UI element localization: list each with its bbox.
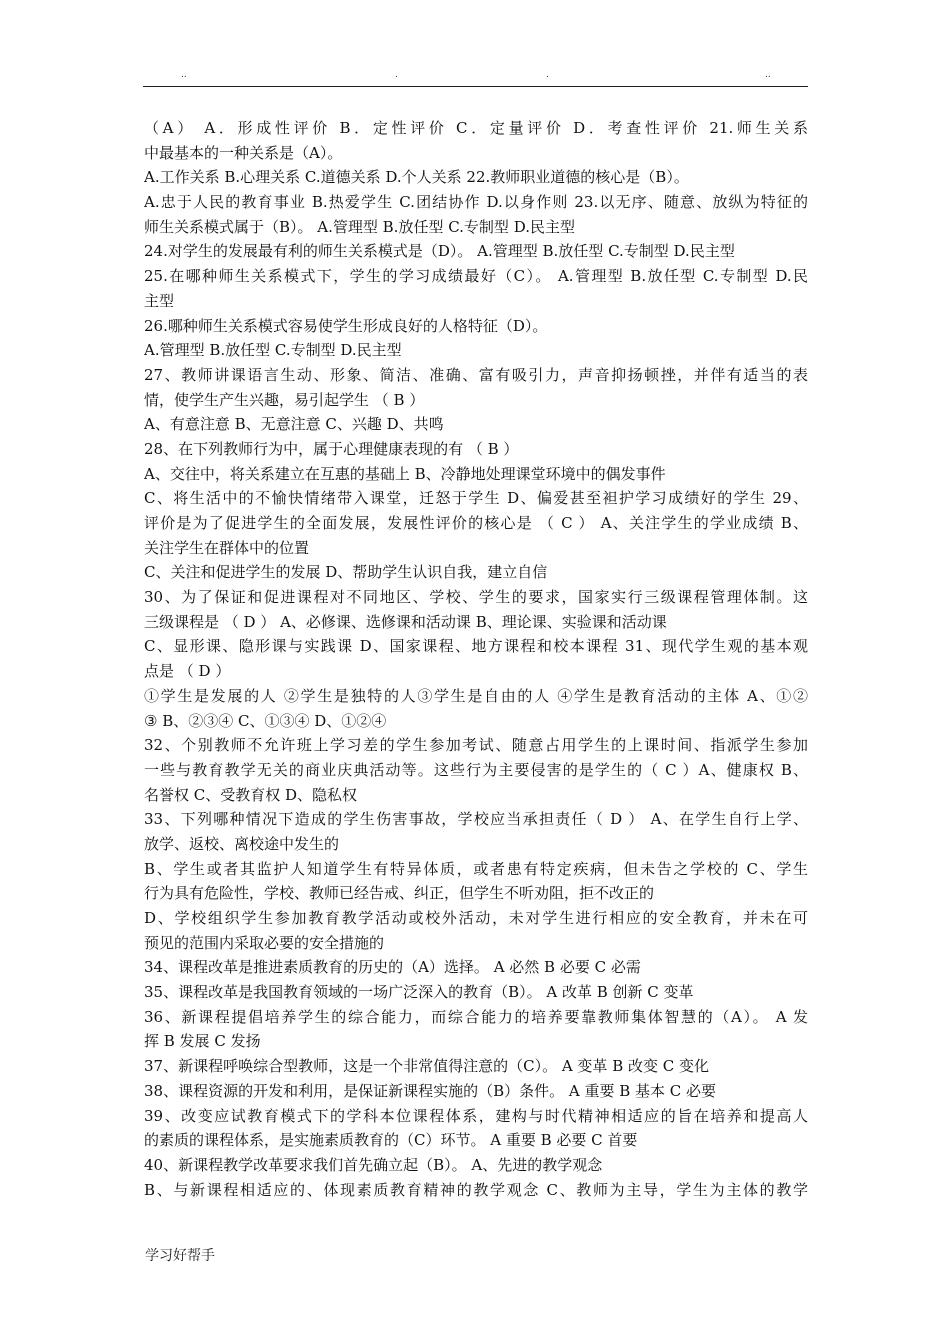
- text-line: 38、课程资源的开发和利用，是保证新课程实施的（B）条件。 A 重要 B 基本 C 必要: [144, 1081, 717, 1100]
- text-line: A.工作关系 B.心理关系 C.道德关系 D.个人关系 22.教师职业道德的核心是（B）。: [144, 168, 689, 187]
- text-line: 28、在下列教师行为中，属于心理健康表现的有 （ B ）: [144, 439, 519, 458]
- document-body: [144, 116, 808, 1202]
- text-line: 预见的范围内采取必要的安全措施的: [144, 933, 385, 952]
- text-line: A、有意注意 B、无意注意 C、兴趣 D、共鸣: [144, 415, 444, 434]
- text-line: 情，使学生产生兴趣，易引起学生 （ B ）: [144, 390, 425, 409]
- text-line: 35、课程改革是我国教育领域的一场广泛深入的教育（B）。 A 改革 B 创新 C 变革: [144, 983, 694, 1002]
- text-line: （A） A．形成性评价 B．定性评价 C．定量评价 D．考查性评价 21.师生关系: [144, 119, 808, 137]
- text-line: D、学校组织学生参加教育教学活动或校外活动，未对学生进行相应的安全教育，并未在可: [144, 909, 808, 927]
- page-footer: 学习好帮手: [145, 1248, 215, 1264]
- text-line: 25.在哪种师生关系模式下，学生的学习成绩最好（C）。 A.管理型 B.放任型 C.专制型 D.民: [144, 267, 808, 286]
- text-line: 三级课程是 （ D ） A、必修课、选修课和活动课 B、理论课、实验课和活动课: [144, 612, 667, 631]
- text-line: 40、新课程教学改革要求我们首先确立起（B）。 A、先进的教学观念: [144, 1155, 603, 1174]
- text-line: 一些与教育教学无关的商业庆典活动等。这些行为主要侵害的是学生的（ C ）A、健康权 B、: [144, 760, 808, 779]
- text-line: C、关注和促进学生的发展 D、帮助学生认识自我，建立自信: [144, 563, 548, 582]
- text-line: 的素质的课程体系，是实施素质教育的（C）环节。 A 重要 B 必要 C 首要: [144, 1131, 638, 1150]
- text-line: 30、为了保证和促进课程对不同地区、学校、学生的要求，国家实行三级课程管理体制。这: [144, 588, 808, 607]
- text-line: 中最基本的一种关系是（A）。: [144, 143, 343, 162]
- text-line: 37、新课程呼唤综合型教师，这是一个非常值得注意的（C）。 A 变革 B 改变 C 变化: [144, 1057, 710, 1076]
- header-mark: .: [546, 70, 549, 80]
- text-line: A.忠于人民的教育事业 B.热爱学生 C.团结协作 D.以身作则 23.以无序、随意、放纵为特征的: [144, 193, 808, 212]
- text-line: 32、个别教师不允许班上学习差的学生参加考试、随意占用学生的上课时间、指派学生参加: [144, 736, 808, 755]
- text-line: C、将生活中的不愉快情绪带入课堂，迁怒于学生 D、偏爱甚至袒护学习成绩好的学生 29、: [144, 489, 808, 508]
- text-line: B、与新课程相适应的、体现素质教育精神的教学观念 C、教师为主导，学生为主体的教学: [144, 1180, 808, 1199]
- text-line: 点是 （ D ）: [144, 662, 231, 681]
- header-marks: [143, 70, 808, 84]
- text-line: 36、新课程提倡培养学生的综合能力，而综合能力的培养要靠教师集体智慧的（A）。 A 发: [144, 1007, 808, 1026]
- text-line: 挥 B 发展 C 发扬: [144, 1032, 261, 1051]
- text-line: A.管理型 B.放任型 C.专制型 D.民主型: [144, 341, 402, 360]
- text-line: ③ B、②③④ C、①③④ D、①②④: [144, 711, 387, 730]
- text-line: ①学生是发展的人 ②学生是独特的人③学生是自由的人 ④学生是教育活动的主体 A、①②: [144, 686, 808, 705]
- text-line: 26.哪种师生关系模式容易使学生形成良好的人格特征（D）。: [144, 316, 548, 335]
- text-line: 主型: [144, 291, 175, 310]
- header-mark: .: [395, 70, 398, 80]
- text-line: 行为具有危险性，学校、教师已经告戒、纠正，但学生不听劝阻，拒不改正的: [144, 884, 655, 903]
- text-line: 24.对学生的发展最有利的师生关系模式是（D）。 A.管理型 B.放任型 C.专制型 D.民主型: [144, 242, 735, 261]
- text-line: 师生关系模式属于（B）。 A.管理型 B.放任型 C.专制型 D.民主型: [144, 217, 575, 236]
- text-line: 33、下列哪种情况下造成的学生伤害事故，学校应当承担责任（ D ） A、在学生自行上学、: [144, 810, 808, 829]
- text-line: 27、教师讲课语言生动、形象、简洁、准确、富有吸引力，声音抑扬顿挫，并伴有适当的表: [144, 365, 808, 384]
- header-mark: ..: [181, 70, 187, 80]
- text-line: 名誉权 C、受教育权 D、隐私权: [144, 785, 358, 804]
- text-line: 评价是为了促进学生的全面发展，发展性评价的核心是 （ C ） A、关注学生的学业成绩 B、: [144, 514, 808, 532]
- header-rule: [143, 86, 808, 87]
- text-line: C、显形课、隐形课与实践课 D、国家课程、地方课程和校本课程 31、现代学生观的基本观: [144, 637, 808, 656]
- header-mark: ..: [765, 70, 771, 80]
- text-line: 34、课程改革是推进素质教育的历史的（A）选择。 A 必然 B 必要 C 必需: [144, 958, 641, 977]
- text-line: 关注学生在群体中的位置: [144, 538, 310, 557]
- text-line: 39、改变应试教育模式下的学科本位课程体系，建构与时代精神相适应的旨在培养和提高人: [144, 1106, 808, 1125]
- text-line: A、交往中，将关系建立在互惠的基础上 B、冷静地处理课堂环境中的偶发事件: [144, 464, 666, 483]
- text-line: 放学、返校、离校途中发生的: [144, 834, 340, 853]
- text-line: B、学生或者其监护人知道学生有特异体质，或者患有特定疾病，但未告之学校的 C、学生: [144, 859, 808, 878]
